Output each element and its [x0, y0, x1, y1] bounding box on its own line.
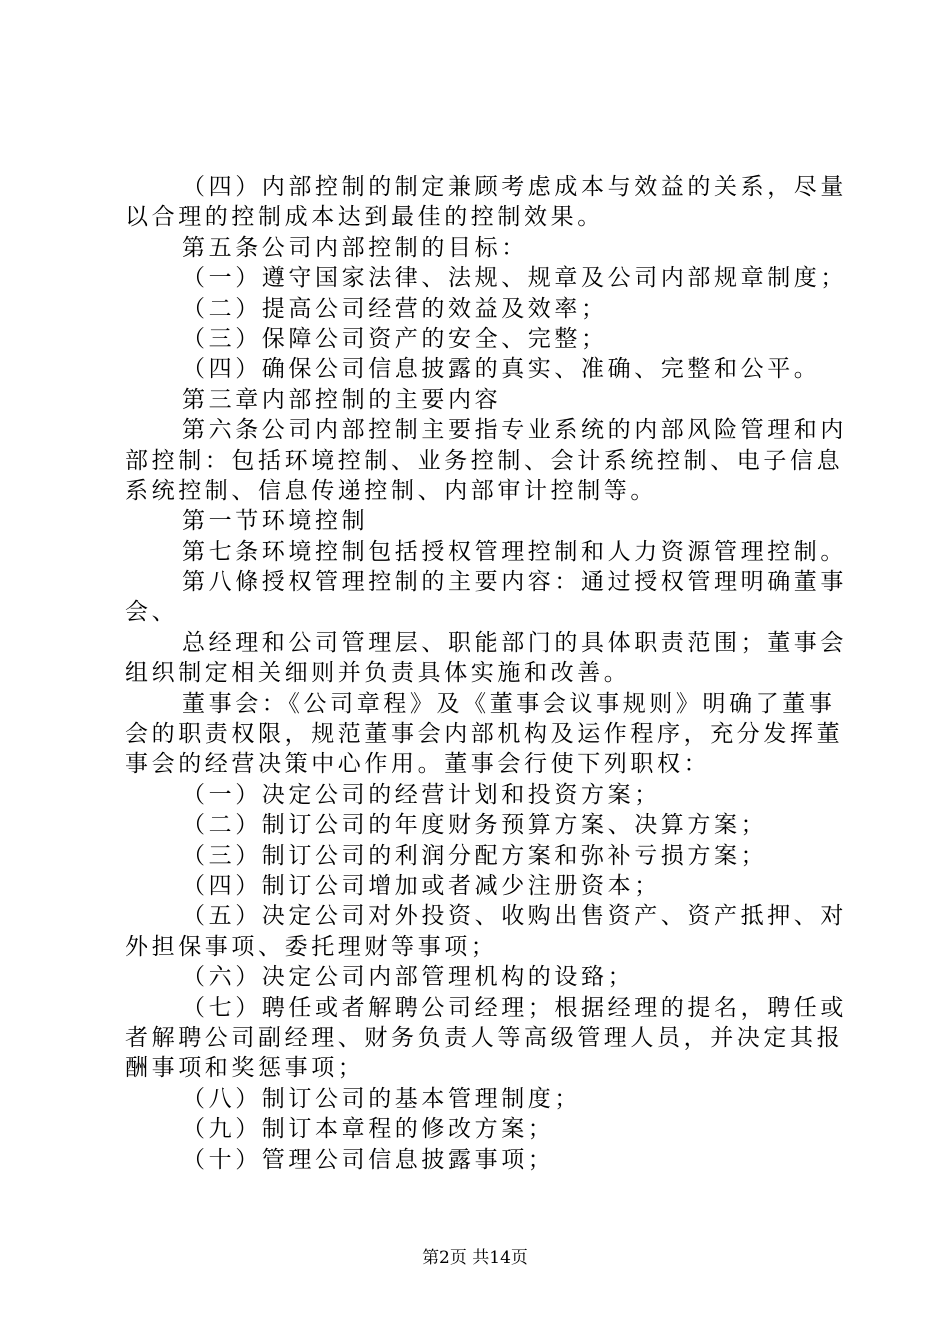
text-line: 董事会：《公司章程》及《董事会议事规则》明确了董事 — [182, 690, 836, 717]
text-line: （九）制订本章程的修改方案； — [182, 1116, 555, 1143]
page-footer: 第2页 共14页 — [422, 1248, 528, 1268]
text-line: 酬事项和奖惩事项； — [125, 1055, 365, 1082]
body-text — [125, 172, 847, 1175]
text-line: （六）决定公司内部管理机构的设臵； — [182, 964, 635, 991]
text-line: （十）管理公司信息披露事项； — [182, 1146, 555, 1173]
text-line: 部控制：包括环境控制、业务控制、会计系统控制、电子信息 — [125, 447, 844, 474]
text-line: （一）遵守国家法律、法规、规章及公司内部规章制度； — [182, 265, 847, 292]
text-line: 第七条环境控制包括授权管理控制和人力资源管理控制。 — [182, 538, 847, 565]
text-line: 事会的经营决策中心作用。董事会行使下列职权： — [125, 751, 711, 778]
text-line: 会的职责权限，规范董事会内部机构及运作程序，充分发挥董 — [125, 721, 844, 748]
text-line: 外担保事项、委托理财等事项； — [125, 933, 498, 960]
text-line: 系统控制、信息传递控制、内部审计控制等。 — [125, 477, 657, 504]
text-line: 总经理和公司管理层、职能部门的具体职责范围；董事会 — [182, 629, 847, 656]
text-line: （四）制订公司增加或者减少注册资本； — [182, 872, 661, 899]
text-line: （一）决定公司的经营计划和投资方案； — [182, 781, 661, 808]
text-line: （三）制订公司的利润分配方案和弥补亏损方案； — [182, 842, 768, 869]
text-line: 第八條授权管理控制的主要内容：通过授权管理明确董事 — [182, 569, 847, 596]
text-line: 第一节环境控制 — [182, 508, 369, 535]
text-line: （四）确保公司信息披露的真实、准确、完整和公平。 — [182, 356, 821, 383]
text-line: 第三章内部控制的主要内容 — [182, 386, 502, 413]
text-line: （三）保障公司资产的安全、完整； — [182, 325, 608, 352]
text-line: 以合理的控制成本达到最佳的控制效果。 — [125, 204, 604, 231]
text-line: （五）决定公司对外投资、收购出售资产、资产抵押、对 — [182, 903, 847, 930]
text-line: （二）制订公司的年度财务预算方案、决算方案； — [182, 812, 768, 839]
text-line: （四）内部控制的制定兼顾考虑成本与效益的关系，尽量 — [182, 174, 847, 200]
text-line: 第六条公司内部控制主要指专业系统的内部风险管理和内 — [182, 417, 847, 444]
text-line: （八）制订公司的基本管理制度； — [182, 1085, 581, 1112]
text-line: （七）聘任或者解聘公司经理；根据经理的提名，聘任或 — [182, 994, 847, 1021]
text-line: 第五条公司内部控制的目标： — [182, 234, 528, 261]
text-line: 组织制定相关细则并负责具体实施和改善。 — [125, 660, 631, 687]
text-line: （二）提高公司经营的效益及效率； — [182, 295, 608, 322]
text-line: 者解聘公司副经理、财务负责人等高级管理人员，并决定其报 — [125, 1024, 844, 1051]
text-line: 会、 — [125, 599, 179, 626]
